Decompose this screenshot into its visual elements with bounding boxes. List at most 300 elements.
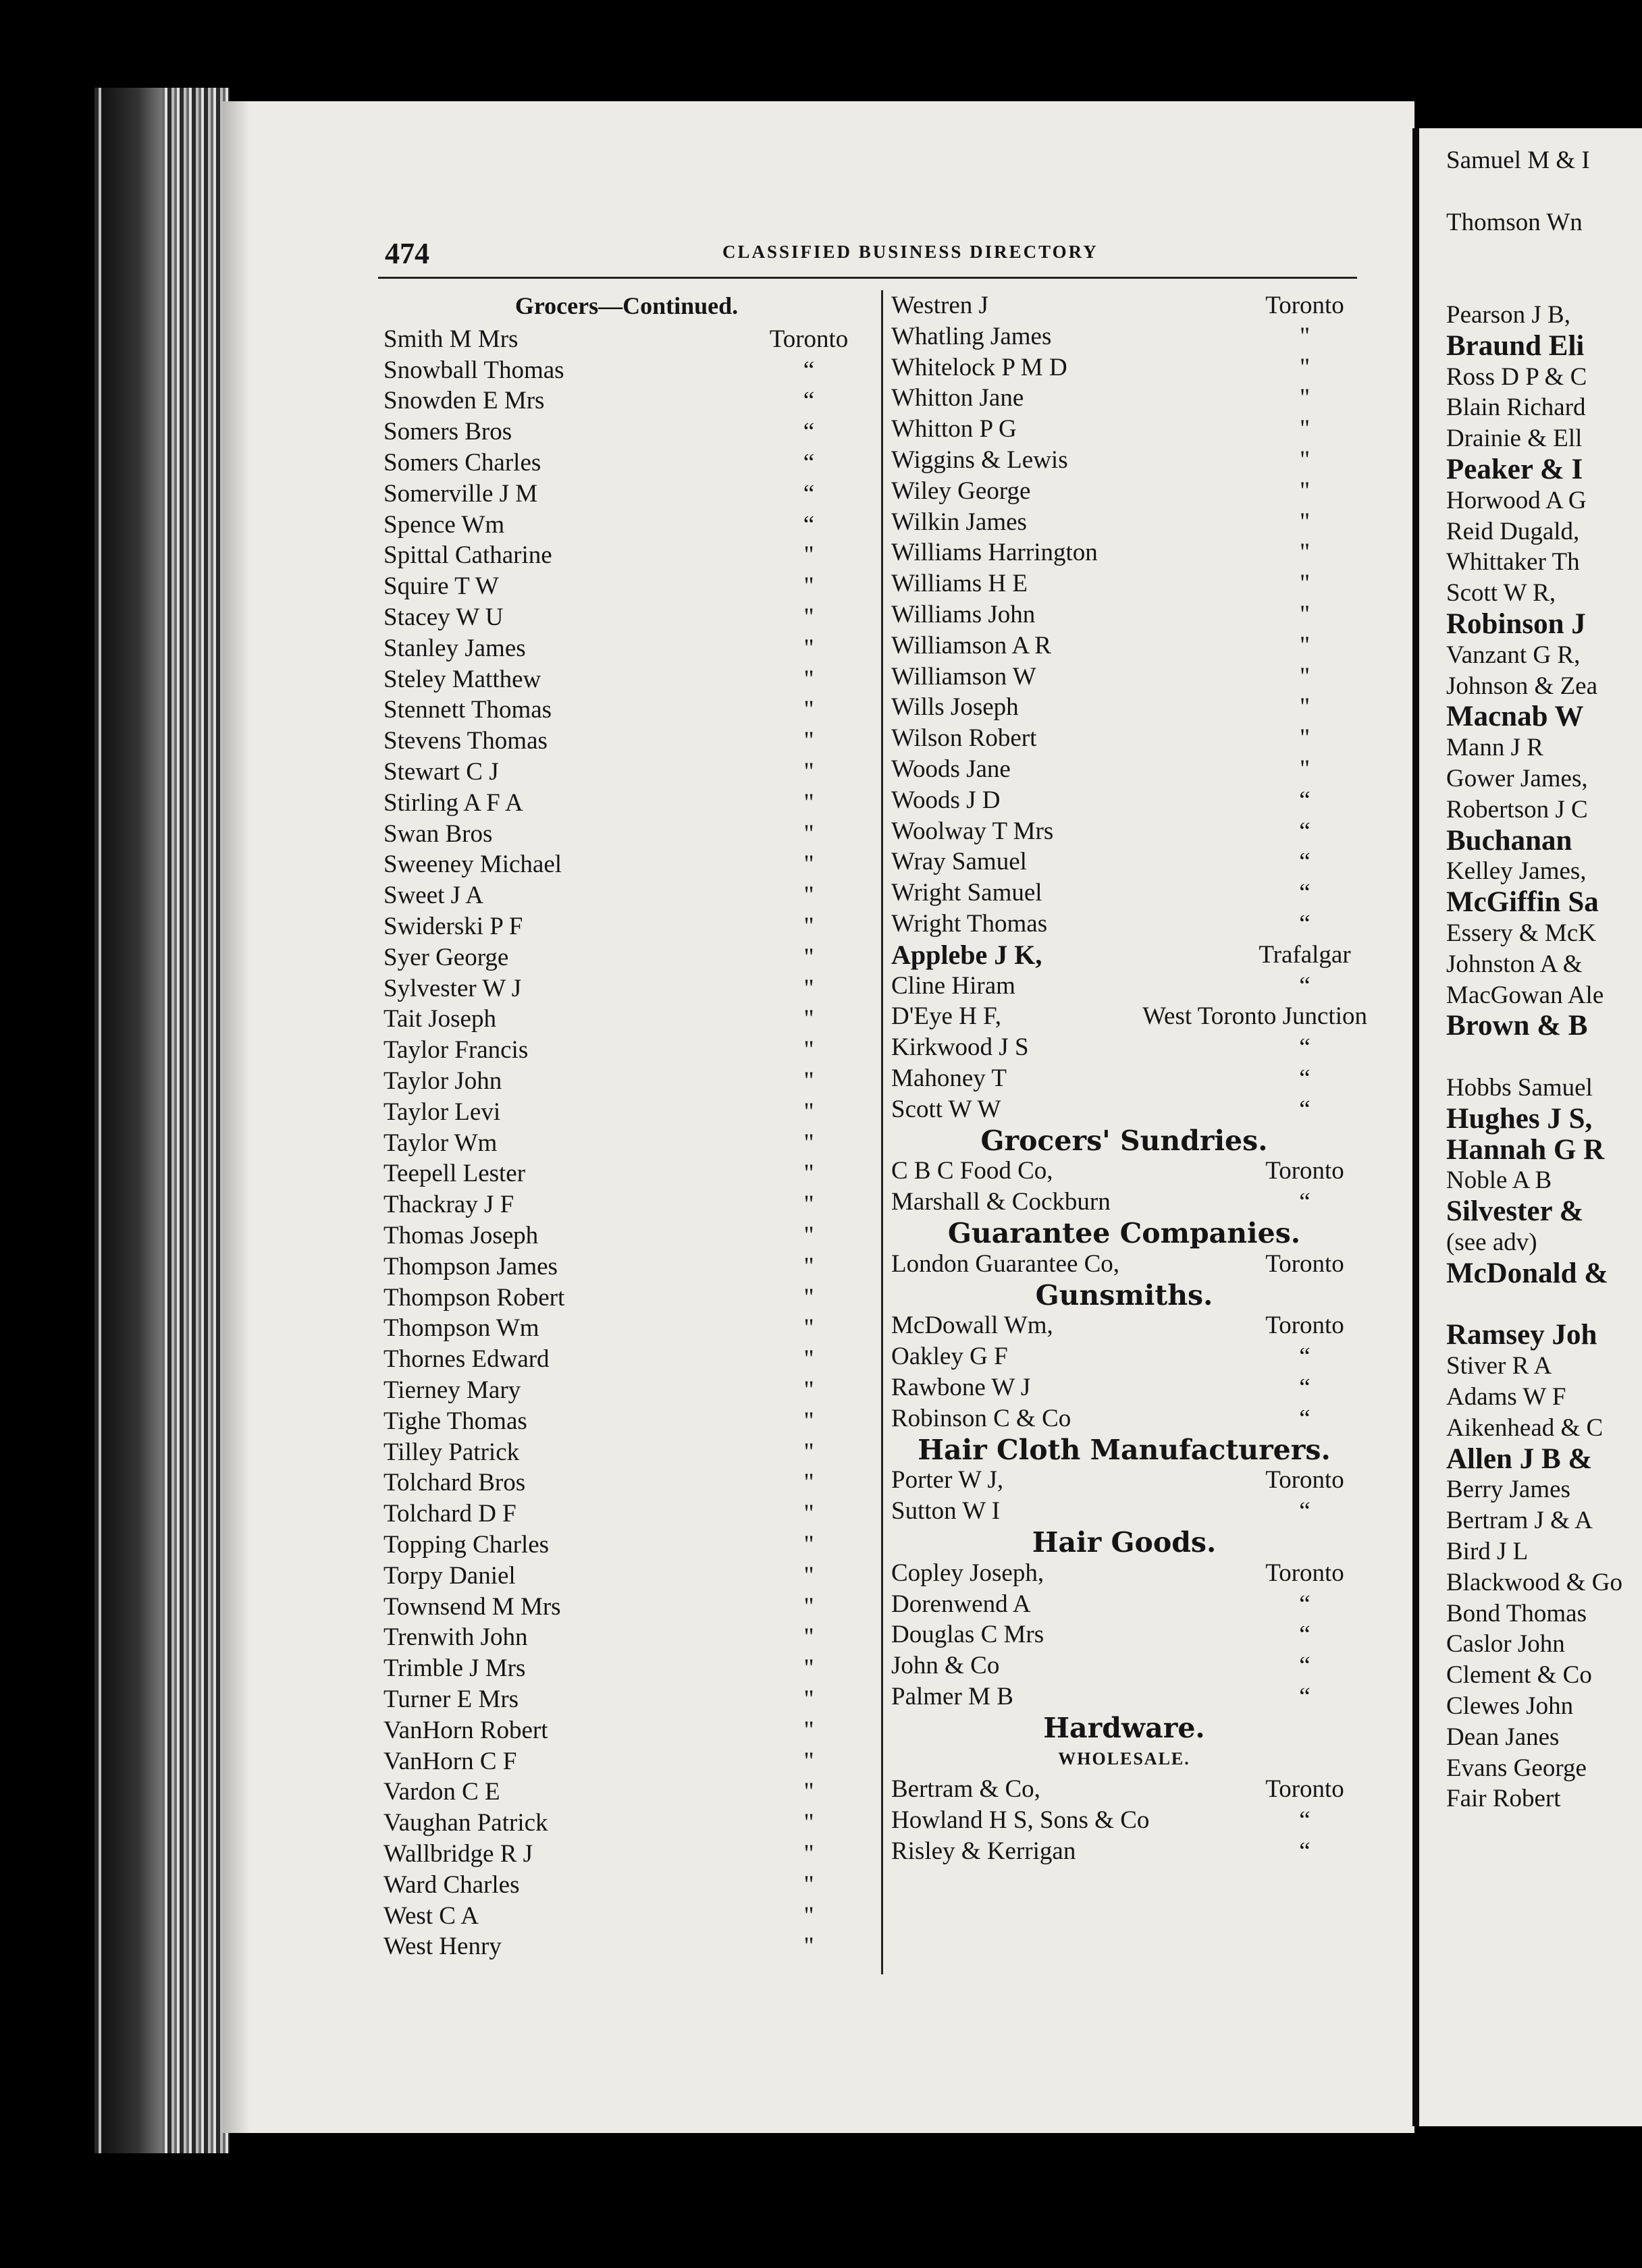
directory-entry <box>383 1777 870 1808</box>
entry-name: Wills Joseph <box>891 693 1019 722</box>
directory-entry <box>891 1681 1367 1712</box>
directory-entry <box>383 1561 870 1592</box>
directory-entry <box>383 1189 870 1220</box>
entry-name: Whatling James <box>891 322 1052 350</box>
entry-location: " <box>803 1438 814 1466</box>
entry-location: " <box>803 1191 814 1219</box>
directory-entry <box>383 1375 870 1406</box>
right-page-entry: Johnston A & <box>1446 950 1583 978</box>
right-page-entry: Peaker & I <box>1446 454 1583 485</box>
entry-name: Thornes Edward <box>383 1345 550 1374</box>
entry-location: " <box>803 1685 814 1713</box>
entry-location: " <box>803 1561 814 1590</box>
entry-location: " <box>803 1840 814 1868</box>
directory-entry <box>383 1437 870 1468</box>
directory-entry <box>891 1836 1367 1867</box>
right-page-entry: Allen J B & <box>1446 1442 1593 1475</box>
entry-location: West Toronto Junction <box>1142 1002 1367 1031</box>
entry-name: Thomas Joseph <box>383 1222 539 1249</box>
entry-name: Squire T W <box>383 572 499 601</box>
entry-location: Toronto <box>1265 292 1344 319</box>
right-page-entry: Caslor John <box>1446 1630 1565 1658</box>
directory-entry <box>383 942 870 973</box>
directory-entry <box>383 448 870 479</box>
entry-name: Applebe J K, <box>891 939 1042 970</box>
entry-location: “ <box>1299 1033 1310 1062</box>
entry-name: Stirling A F A <box>383 788 523 817</box>
directory-entry <box>383 602 870 633</box>
entry-location: “ <box>803 449 815 477</box>
entry-name: Porter W J, <box>891 1466 1004 1494</box>
entry-name: Wright Thomas <box>891 910 1048 938</box>
entry-name: Tilley Patrick <box>383 1438 520 1466</box>
entry-name: John & Co <box>891 1652 1000 1680</box>
right-page-entry: Robinson J <box>1446 608 1586 640</box>
directory-entry <box>383 819 870 850</box>
directory-entry <box>383 1653 870 1684</box>
directory-entry <box>383 510 870 541</box>
entry-name: McDowall Wm, <box>891 1312 1053 1340</box>
entry-name: Taylor Wm <box>383 1129 498 1157</box>
entry-name: Williamson A R <box>891 631 1051 659</box>
entry-name: Thompson Robert <box>383 1283 565 1312</box>
entry-name: Stacey W U <box>383 603 504 631</box>
directory-entry <box>383 1901 870 1932</box>
entry-name: Whitelock P M D <box>891 353 1067 381</box>
entry-name: Robinson C & Co <box>891 1404 1071 1432</box>
directory-entry <box>891 846 1367 878</box>
entry-name: Trenwith John <box>383 1623 528 1652</box>
entry-location: “ <box>1299 910 1310 938</box>
entry-location: “ <box>1299 1497 1310 1526</box>
entry-location: " <box>803 727 814 755</box>
right-page-entry: Blackwood & Go <box>1446 1568 1623 1596</box>
entry-location: “ <box>1299 971 1310 1000</box>
directory-entry <box>891 1589 1367 1620</box>
right-page-entry: Dean Janes <box>1446 1723 1560 1751</box>
entry-name: Spence Wm <box>383 510 505 539</box>
entry-name: Sylvester W J <box>383 974 522 1002</box>
directory-entry <box>891 507 1367 538</box>
directory-entry <box>891 1774 1367 1805</box>
entry-location: " <box>803 1654 814 1683</box>
right-page-entry: Mann J R <box>1446 734 1543 762</box>
section-subheading: WHOLESALE. <box>1058 1748 1190 1769</box>
directory-entry <box>891 352 1367 383</box>
directory-entry <box>383 1066 870 1097</box>
entry-location: Toronto <box>1265 1775 1344 1804</box>
entry-name: Risley & Kerrigan <box>891 1837 1076 1865</box>
entry-name: Tait Joseph <box>383 1005 496 1033</box>
entry-name: Snowden E Mrs <box>383 387 545 415</box>
entry-location: " <box>1299 353 1310 381</box>
right-page-entry: Hughes J S, <box>1446 1102 1593 1135</box>
directory-entry <box>891 476 1367 507</box>
directory-entry <box>891 1094 1367 1125</box>
right-page-entry: Bond Thomas <box>1446 1599 1587 1627</box>
entry-name: Wilson Robert <box>891 724 1037 753</box>
entry-location: “ <box>1299 817 1310 845</box>
header-rule <box>378 277 1357 279</box>
entry-location: Toronto <box>1265 1249 1344 1278</box>
entry-name: Tolchard D F <box>383 1500 517 1528</box>
entry-name: Stewart C J <box>383 758 499 786</box>
entry-name: Vardon C E <box>383 1778 500 1806</box>
entry-location: " <box>803 788 814 817</box>
entry-location: Toronto <box>1265 1312 1344 1340</box>
directory-entry <box>891 1310 1367 1341</box>
right-page-entry: Vanzant G R, <box>1446 641 1581 669</box>
entry-location: " <box>803 1531 814 1559</box>
directory-entry <box>383 1684 870 1715</box>
entry-name: Thompson James <box>383 1252 558 1280</box>
right-page-entry: (see adv) <box>1446 1228 1537 1256</box>
directory-entry <box>383 540 870 571</box>
directory-entry <box>891 785 1367 816</box>
entry-location: " <box>803 1283 814 1312</box>
entry-location: " <box>803 974 814 1002</box>
entry-location: " <box>803 943 814 971</box>
entry-location: " <box>803 1098 814 1126</box>
entry-name: Stanley James <box>383 634 526 662</box>
right-page-entry: Evans George <box>1446 1754 1587 1782</box>
entry-location: " <box>803 1716 814 1744</box>
directory-entry <box>383 757 870 788</box>
right-page-entry: Samuel M & I <box>1446 146 1590 174</box>
entry-location: " <box>803 665 814 693</box>
right-page-entry: Clewes John <box>1446 1692 1574 1720</box>
entry-location: " <box>803 1222 814 1249</box>
entry-location: “ <box>1299 1652 1310 1680</box>
right-page-entry: Brown & B <box>1446 1010 1588 1042</box>
directory-entry <box>891 1156 1367 1187</box>
entry-name: Sweeney Michael <box>383 850 562 879</box>
entry-name: Syer George <box>383 943 509 971</box>
entry-name: Topping Charles <box>383 1531 550 1559</box>
entry-name: Williams H E <box>891 570 1028 598</box>
directory-entry <box>383 1313 870 1344</box>
entry-location: " <box>803 913 814 940</box>
entry-location: “ <box>1299 1343 1310 1371</box>
entry-location: “ <box>803 510 815 539</box>
entry-name: Bertram & Co, <box>891 1775 1040 1804</box>
directory-entry <box>383 1035 870 1066</box>
entry-name: Woods Jane <box>891 755 1011 783</box>
entry-location: " <box>1299 446 1310 474</box>
directory-entry <box>383 1128 870 1159</box>
entry-location: " <box>803 1345 814 1374</box>
directory-entry <box>383 1715 870 1746</box>
entry-name: West Henry <box>383 1933 502 1961</box>
directory-entry <box>891 1650 1367 1681</box>
entry-name: Ward Charles <box>383 1870 520 1899</box>
directory-entry <box>383 1498 870 1530</box>
entry-name: Rawbone W J <box>891 1374 1031 1401</box>
directory-entry <box>383 479 870 510</box>
directory-entry <box>891 1496 1367 1527</box>
directory-entry <box>383 633 870 664</box>
entry-location: " <box>1299 384 1310 412</box>
directory-entry <box>891 321 1367 352</box>
entry-location: Toronto <box>769 325 849 353</box>
entry-name: Scott W W <box>891 1095 1001 1123</box>
entry-location: “ <box>803 479 815 508</box>
directory-entry <box>891 754 1367 785</box>
directory-entry <box>383 416 870 448</box>
directory-entry <box>891 1465 1367 1496</box>
directory-entry <box>383 1406 870 1437</box>
entry-name: Cline Hiram <box>891 971 1015 1000</box>
right-page-entry: Kelley James, <box>1446 857 1587 886</box>
entry-location: “ <box>1299 1404 1310 1432</box>
entry-location: " <box>803 696 814 724</box>
directory-entry <box>383 1004 870 1035</box>
entry-location: " <box>803 1500 814 1528</box>
entry-name: Somerville J M <box>383 479 538 508</box>
entry-location: “ <box>1299 1064 1310 1092</box>
entry-name: Steley Matthew <box>383 665 541 693</box>
entry-location: Toronto <box>1265 1157 1344 1185</box>
entry-location: " <box>803 1592 814 1621</box>
entry-location: “ <box>1299 1837 1310 1865</box>
directory-entry <box>383 1467 870 1498</box>
entry-location: " <box>803 819 814 848</box>
entry-location: " <box>803 1376 814 1404</box>
entry-location: " <box>803 1747 814 1775</box>
directory-entry <box>891 816 1367 847</box>
entry-location: " <box>1299 631 1310 659</box>
entry-name: Whitton Jane <box>891 384 1024 412</box>
directory-entry <box>891 568 1367 599</box>
section-heading: Gunsmiths. <box>1035 1278 1213 1312</box>
entry-name: Mahoney T <box>891 1064 1007 1092</box>
right-page-entry: McGiffin Sa <box>1446 886 1599 919</box>
right-page-entry: Scott W R, <box>1446 579 1556 608</box>
entry-name: Snowball Thomas <box>383 356 564 384</box>
directory-entry <box>383 355 870 386</box>
entry-location: " <box>803 1778 814 1806</box>
entry-name: VanHorn C F <box>383 1747 517 1775</box>
directory-entry <box>383 911 870 942</box>
right-page-entry: Horwood A G <box>1446 486 1587 514</box>
entry-name: Wiley George <box>891 477 1031 505</box>
right-page-entry: Adams W F <box>1446 1383 1566 1411</box>
directory-entry <box>383 880 870 911</box>
entry-location: " <box>803 1407 814 1435</box>
directory-entry <box>383 1344 870 1375</box>
entry-name: Palmer M B <box>891 1683 1013 1710</box>
entry-location: Toronto <box>1265 1466 1344 1494</box>
entry-location: “ <box>1299 1683 1310 1710</box>
right-page-entry: Pearson J B, <box>1446 301 1570 329</box>
entry-location: Trafalgar <box>1259 940 1351 969</box>
directory-entry <box>383 1158 870 1189</box>
entry-name: London Guarantee Co, <box>891 1249 1120 1278</box>
entry-name: Oakley G F <box>891 1343 1008 1371</box>
right-page-entry: Whittaker Th <box>1446 548 1580 576</box>
directory-entry <box>383 1622 870 1653</box>
directory-entry <box>383 1839 870 1870</box>
entry-location: " <box>803 850 814 879</box>
right-page-entry: Bertram J & A <box>1446 1507 1593 1535</box>
entry-name: Turner E Mrs <box>383 1685 519 1713</box>
entry-name: Trimble J Mrs <box>383 1654 526 1683</box>
entry-name: Tolchard Bros <box>383 1469 526 1497</box>
directory-entry <box>383 1097 870 1128</box>
right-page-entry: Fair Robert <box>1446 1785 1561 1813</box>
directory-entry <box>891 1558 1367 1589</box>
entry-location: “ <box>803 418 815 446</box>
entry-name: VanHorn Robert <box>383 1716 548 1744</box>
entry-location: “ <box>1299 1374 1310 1401</box>
entry-name: Williams Harrington <box>891 539 1098 567</box>
directory-entry <box>891 662 1367 693</box>
right-page-entry: Macnab W <box>1446 701 1584 733</box>
section-heading: Grocers' Sundries. <box>980 1124 1268 1157</box>
entry-location: Toronto <box>1265 1559 1344 1587</box>
section-heading: Hair Goods. <box>1032 1526 1217 1559</box>
entry-location: " <box>803 1870 814 1899</box>
directory-entry <box>891 537 1367 568</box>
entry-name: Williams John <box>891 601 1036 628</box>
entry-location: " <box>803 541 814 570</box>
directory-entry <box>891 414 1367 445</box>
right-page-entry: Noble A B <box>1446 1166 1552 1195</box>
right-page-entry: Ross D P & C <box>1446 362 1587 391</box>
directory-entry <box>383 664 870 695</box>
entry-location: " <box>1299 662 1310 691</box>
directory-entry <box>383 385 870 416</box>
right-page-entry: Reid Dugald, <box>1446 517 1580 545</box>
entry-location: " <box>803 1809 814 1837</box>
entry-name: Somers Charles <box>383 449 541 477</box>
directory-entry <box>891 1063 1367 1094</box>
right-page-entry: Berry James <box>1446 1476 1570 1504</box>
gutter-shadow <box>101 88 162 2153</box>
entry-location: “ <box>803 356 815 384</box>
directory-entry <box>891 692 1367 723</box>
right-page-entry: Robertson J C <box>1446 795 1588 824</box>
right-page-entry: Stiver R A <box>1446 1352 1552 1380</box>
entry-location: " <box>1299 508 1310 536</box>
entry-location: " <box>1299 539 1310 567</box>
right-page-entry: Johnson & Zea <box>1446 672 1598 700</box>
entry-location: " <box>803 1036 814 1064</box>
directory-entry <box>891 971 1367 1002</box>
entry-name: Wiggins & Lewis <box>891 446 1068 474</box>
directory-entry <box>891 290 1367 321</box>
directory-entry <box>891 1249 1367 1280</box>
directory-entry <box>383 695 870 726</box>
directory-entry <box>383 849 870 880</box>
entry-name: West C A <box>383 1901 479 1930</box>
directory-entry <box>891 1341 1367 1372</box>
right-page-entry: Hannah G R <box>1446 1133 1605 1166</box>
entry-location: " <box>1299 477 1310 505</box>
directory-entry <box>383 973 870 1004</box>
entry-name: Stennett Thomas <box>383 696 552 724</box>
directory-entry <box>891 1001 1367 1032</box>
directory-entry <box>383 1746 870 1777</box>
right-page-entry: Braund Eli <box>1446 329 1585 362</box>
directory-entry <box>383 1251 870 1282</box>
entry-location: " <box>803 1067 814 1095</box>
entry-name: Townsend M Mrs <box>383 1592 561 1621</box>
right-page-entry: Bird J L <box>1446 1538 1529 1565</box>
entry-name: Douglas C Mrs <box>891 1621 1044 1649</box>
directory-entry <box>383 1870 870 1901</box>
entry-location: " <box>803 1901 814 1930</box>
section-heading: Guarantee Companies. <box>947 1217 1301 1249</box>
right-page-entry: Clement & Co <box>1446 1661 1592 1690</box>
right-page-entry: Essery & McK <box>1446 919 1596 947</box>
right-page-entry: Hobbs Samuel <box>1446 1074 1593 1102</box>
entry-name: Wray Samuel <box>891 848 1027 876</box>
entry-location: " <box>803 1933 814 1961</box>
entry-location: “ <box>1299 848 1310 876</box>
entry-name: Taylor Levi <box>383 1098 501 1126</box>
entry-name: Thackray J F <box>383 1191 514 1219</box>
entry-location: " <box>803 882 814 910</box>
directory-entry <box>891 723 1367 754</box>
directory-entry <box>383 324 870 355</box>
entry-location: " <box>803 1314 814 1343</box>
entry-location: “ <box>1299 1095 1310 1123</box>
entry-location: " <box>1299 570 1310 598</box>
entry-location: “ <box>1299 879 1310 907</box>
directory-entry <box>383 1808 870 1839</box>
right-page-entry: Blain Richard <box>1446 394 1586 422</box>
entry-location: " <box>803 1252 814 1280</box>
entry-name: Swan Bros <box>383 819 493 848</box>
right-page-entry: Thomson Wn <box>1446 208 1583 236</box>
entry-name: Teepell Lester <box>383 1160 526 1188</box>
entry-location: " <box>803 1005 814 1033</box>
directory-entry <box>891 909 1367 940</box>
entry-location: “ <box>803 387 815 415</box>
directory-entry <box>383 726 870 757</box>
entry-name: Stevens Thomas <box>383 727 548 755</box>
entry-name: Wallbridge R J <box>383 1840 533 1868</box>
right-page-entry: Drainie & Ell <box>1446 425 1583 453</box>
directory-entry <box>383 1282 870 1314</box>
entry-location: " <box>803 572 814 601</box>
entry-location: " <box>1299 693 1310 722</box>
right-page-entry: MacGowan Ale <box>1446 981 1604 1009</box>
entry-name: Thompson Wm <box>383 1314 539 1343</box>
entry-name: Somers Bros <box>383 418 512 446</box>
entry-name: Kirkwood J S <box>891 1033 1029 1062</box>
directory-entry <box>891 1619 1367 1650</box>
entry-location: “ <box>1299 1188 1310 1216</box>
column-title: Grocers—Continued. <box>514 292 739 319</box>
column-divider <box>881 290 883 1974</box>
entry-name: Spittal Catharine <box>383 541 552 570</box>
entry-location: " <box>1299 322 1310 350</box>
entry-location: " <box>803 1160 814 1188</box>
section-heading: Hair Cloth Manufacturers. <box>918 1433 1331 1466</box>
entry-location: " <box>803 758 814 786</box>
entry-name: Torpy Daniel <box>383 1561 516 1590</box>
directory-entry <box>891 1372 1367 1403</box>
directory-entry <box>891 1187 1367 1218</box>
entry-name: Westren J <box>891 292 988 319</box>
directory-entry <box>383 571 870 602</box>
entry-name: Dorenwend A <box>891 1590 1031 1618</box>
entry-name: Sutton W I <box>891 1497 1001 1526</box>
entry-name: Whitton P G <box>891 415 1017 443</box>
page-header <box>378 236 1364 270</box>
